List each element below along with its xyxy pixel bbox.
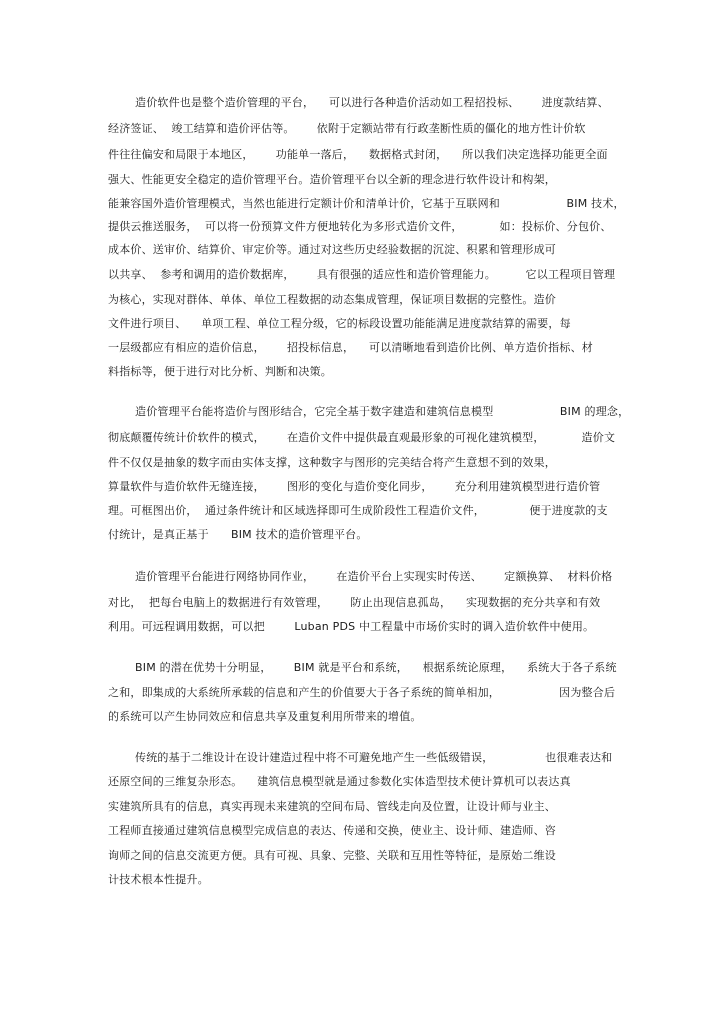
paragraph-1-line-2: 经济签证、 竣工结算和造价评估等。 依附于定额站带有行政垄断性质的僵化的地方性计价软: [108, 122, 586, 135]
paragraph-5-line-2: 还原空间的三维复杂形态。 建筑信息模型就是通过参数化实体造型技术使计算机可以表达真: [108, 775, 571, 788]
paragraph-4-line-3: 的系统可以产生协同效应和信息共享及重复利用所带来的增值。: [108, 710, 422, 723]
paragraph-1-line-8: 以共享、 参考和调用的造价数据库， 具有很强的适应性和造价管理能力。 它以工程项目管理: [108, 268, 616, 281]
paragraph-4-line-2: 之和，即集成的大系统所承载的信息和产生的价值要大于各子系统的简单相加， 因为整合后: [108, 686, 616, 699]
paragraph-4-line-1: BIM 的潜在优势十分明显， BIM 就是平台和系统， 根据系统论原理， 系统大于各子系统: [135, 661, 617, 674]
paragraph-2-line-3: 件不仅仅是抽象的数字而由实体支撑，这种数字与图形的完美结合将产生意想不到的效果，: [108, 456, 556, 469]
paragraph-1-line-9: 为核心，实现对群体、单体、单位工程数据的动态集成管理，保证项目数据的完整性。造价: [108, 293, 556, 306]
paragraph-5-line-4: 工程师直接通过建筑信息模型完成信息的表达、传递和交换，使业主、设计师、建造师、咨: [108, 824, 556, 837]
paragraph-1-line-1: 造价软件也是整个造价管理的平台， 可以进行各种造价活动如工程招投标、 进度款结算、: [135, 96, 609, 109]
paragraph-5-line-6: 计技术根本性提升。: [108, 873, 209, 886]
paragraph-5-line-5: 询师之间的信息交流更方便。具有可视、具象、完整、关联和互用性等特征，是原始二维设: [108, 849, 556, 862]
paragraph-3-line-2: 对比， 把每台电脑上的数据进行有效管理， 防止出现信息孤岛， 实现数据的充分共享和有效: [108, 596, 601, 609]
paragraph-1-line-12: 料指标等，便于进行对比分析、判断和决策。: [108, 365, 332, 378]
paragraph-3-line-3: 利用。可远程调用数据，可以把 Luban PDS 中工程量中市场价实时的调入造价软件中使用。: [108, 620, 595, 633]
paragraph-2-line-5: 理。可框图出价， 通过条件统计和区域选择即可生成阶段性工程造价文件， 便于进度款的支: [108, 504, 608, 517]
paragraph-2-line-1: 造价管理平台能将造价与图形结合，它完全基于数字建造和建筑信息模型 BIM 的理念，: [135, 405, 630, 418]
paragraph-5-line-3: 实建筑所具有的信息，真实再现未来建筑的空间布局、管线走向及位置，让设计师与业主、: [108, 800, 556, 813]
paragraph-1-line-3: 件往往偏安和局限于本地区， 功能单一落后， 数据格式封闭， 所以我们决定选择功能更全面: [108, 148, 608, 161]
paragraph-2-line-2: 彻底颠覆传统计价软件的模式， 在造价文件中提供最直观最形象的可视化建筑模型， 造价文: [108, 431, 616, 444]
paragraph-1-line-11: 一层级都应有相应的造价信息， 招投标信息， 可以清晰地看到造价比例、单方造价指标、材: [108, 341, 593, 354]
paragraph-1-line-5: 能兼容国外造价管理模式，当然也能进行定额计价和清单计价，它基于互联网和 BIM 技术，: [108, 197, 625, 210]
paragraph-5-line-1: 传统的基于二维设计在设计建造过程中将不可避免地产生一些低级错误， 也很难表达和: [135, 751, 613, 764]
paragraph-1-line-4: 强大、性能更安全稳定的造价管理平台。造价管理平台以全新的理念进行软件设计和构架，: [108, 173, 556, 186]
paragraph-3-line-1: 造价管理平台能进行网络协同作业， 在造价平台上实现实时传送、 定额换算、 材料价格: [135, 570, 613, 583]
paragraph-1-line-7: 成本价、送审价、结算价、审定价等。通过对这些历史经验数据的沉淀、积累和管理形成可: [108, 243, 556, 256]
paragraph-2-line-6: 付统计，是真正基于 BIM 技术的造价管理平台。: [108, 528, 368, 541]
paragraph-1-line-10: 文件进行项目、 单项工程、单位工程分级，它的标段设置功能能满足进度款结算的需要，每: [108, 317, 571, 330]
paragraph-1-line-6: 提供云推送服务， 可以将一份预算文件方便地转化为多形式造价文件， 如：投标价、分包价、: [108, 220, 612, 233]
paragraph-2-line-4: 算量软件与造价软件无缝连接， 图形的变化与造价变化同步， 充分利用建筑模型进行造价管: [108, 480, 601, 493]
